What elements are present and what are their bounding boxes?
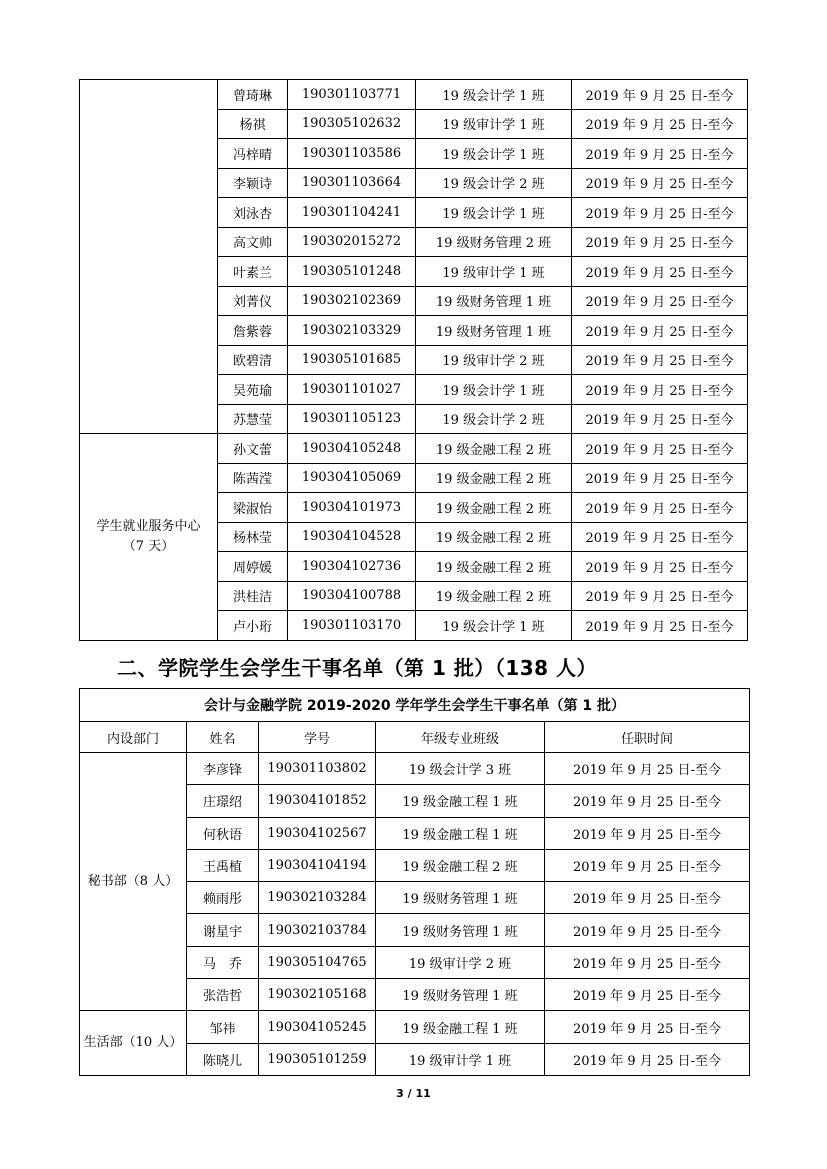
section-heading: 二、学院学生会学生干事名单（第 1 批）（138 人） [117, 656, 598, 680]
term-cell: 2019 年 9 月 25 日-至今 [545, 979, 750, 1011]
student-id-cell: 190305101685 [288, 345, 416, 375]
class-cell: 19 级财务管理 1 班 [416, 316, 572, 346]
name-cell: 庄璟绍 [187, 785, 259, 817]
term-cell: 2019 年 9 月 25 日-至今 [572, 109, 748, 139]
student-id-cell: 190302102369 [288, 286, 416, 316]
table-row [80, 434, 748, 464]
name-cell: 李颖诗 [218, 168, 288, 198]
dept-cell [80, 80, 218, 434]
class-cell: 19 级会计学 1 班 [416, 375, 572, 405]
name-cell: 杨祺 [218, 109, 288, 139]
name-cell: 欧碧清 [218, 345, 288, 375]
page-number: 3 / 11 [396, 1087, 431, 1100]
table-header-row [80, 722, 750, 753]
term-cell: 2019 年 9 月 25 日-至今 [545, 914, 750, 946]
term-cell: 2019 年 9 月 25 日-至今 [545, 946, 750, 978]
student-id-cell: 190301103586 [288, 139, 416, 169]
term-cell: 2019 年 9 月 25 日-至今 [572, 375, 748, 405]
name-cell: 何秋语 [187, 817, 259, 849]
class-cell: 19 级财务管理 1 班 [376, 979, 545, 1011]
student-id-cell: 190305101248 [288, 257, 416, 287]
class-cell: 19 级金融工程 1 班 [376, 1011, 545, 1043]
student-id-cell: 190304101852 [259, 785, 376, 817]
class-cell: 19 级金融工程 1 班 [376, 785, 545, 817]
student-id-cell: 190301104241 [288, 198, 416, 228]
student-id-cell: 190301103771 [288, 80, 416, 110]
student-id-cell: 190301105123 [288, 404, 416, 434]
name-cell: 苏慧莹 [218, 404, 288, 434]
class-cell: 19 级会计学 3 班 [376, 753, 545, 785]
class-cell: 19 级会计学 2 班 [416, 404, 572, 434]
term-cell: 2019 年 9 月 25 日-至今 [545, 785, 750, 817]
class-cell: 19 级财务管理 1 班 [416, 286, 572, 316]
name-cell: 邹祎 [187, 1011, 259, 1043]
term-cell: 2019 年 9 月 25 日-至今 [572, 139, 748, 169]
student-id-cell: 190304104528 [288, 522, 416, 552]
name-cell: 张浩哲 [187, 979, 259, 1011]
header-class: 年级专业班级 [376, 722, 545, 753]
header-dept: 内设部门 [80, 722, 187, 753]
name-cell: 王禹植 [187, 849, 259, 881]
student-id-cell: 190302103284 [259, 882, 376, 914]
name-cell: 卢小珩 [218, 611, 288, 641]
student-id-cell: 190304102567 [259, 817, 376, 849]
term-cell: 2019 年 9 月 25 日-至今 [572, 611, 748, 641]
table-row [80, 753, 750, 785]
term-cell: 2019 年 9 月 25 日-至今 [572, 493, 748, 523]
name-cell: 洪桂洁 [218, 581, 288, 611]
term-cell: 2019 年 9 月 25 日-至今 [572, 463, 748, 493]
class-cell: 19 级金融工程 2 班 [416, 493, 572, 523]
student-id-cell: 190304104194 [259, 849, 376, 881]
table-title-row [80, 689, 750, 722]
roster-table-officers [79, 688, 750, 1076]
term-cell: 2019 年 9 月 25 日-至今 [572, 80, 748, 110]
header-term: 任职时间 [545, 722, 750, 753]
term-cell: 2019 年 9 月 25 日-至今 [572, 404, 748, 434]
name-cell: 叶素兰 [218, 257, 288, 287]
student-id-cell: 190304105069 [288, 463, 416, 493]
student-id-cell: 190304105245 [259, 1011, 376, 1043]
class-cell: 19 级审计学 1 班 [416, 109, 572, 139]
class-cell: 19 级财务管理 1 班 [376, 914, 545, 946]
class-cell: 19 级审计学 1 班 [416, 257, 572, 287]
student-id-cell: 190304105248 [288, 434, 416, 464]
class-cell: 19 级金融工程 2 班 [416, 552, 572, 582]
name-cell: 詹紫蓉 [218, 316, 288, 346]
student-id-cell: 190301103170 [288, 611, 416, 641]
name-cell: 陈茜滢 [218, 463, 288, 493]
term-cell: 2019 年 9 月 25 日-至今 [545, 753, 750, 785]
name-cell: 刘泳杏 [218, 198, 288, 228]
student-id-cell: 190305104765 [259, 946, 376, 978]
term-cell: 2019 年 9 月 25 日-至今 [572, 581, 748, 611]
student-id-cell: 190305102632 [288, 109, 416, 139]
class-cell: 19 级财务管理 2 班 [416, 227, 572, 257]
name-cell: 曾琦琳 [218, 80, 288, 110]
name-cell: 谢星宇 [187, 914, 259, 946]
student-id-cell: 190302103784 [259, 914, 376, 946]
term-cell: 2019 年 9 月 25 日-至今 [572, 345, 748, 375]
term-cell: 2019 年 9 月 25 日-至今 [572, 227, 748, 257]
dept-cell: 生活部（10 人） [80, 1011, 187, 1076]
name-cell: 李彦锋 [187, 753, 259, 785]
class-cell: 19 级金融工程 2 班 [416, 434, 572, 464]
class-cell: 19 级会计学 1 班 [416, 198, 572, 228]
student-id-cell: 190301103802 [259, 753, 376, 785]
term-cell: 2019 年 9 月 25 日-至今 [572, 168, 748, 198]
class-cell: 19 级会计学 1 班 [416, 80, 572, 110]
student-id-cell: 190305101259 [259, 1043, 376, 1075]
name-cell: 周婷媛 [218, 552, 288, 582]
table-row [80, 80, 748, 110]
class-cell: 19 级金融工程 2 班 [416, 522, 572, 552]
student-id-cell: 190301103664 [288, 168, 416, 198]
term-cell: 2019 年 9 月 25 日-至今 [572, 552, 748, 582]
term-cell: 2019 年 9 月 25 日-至今 [572, 286, 748, 316]
term-cell: 2019 年 9 月 25 日-至今 [572, 198, 748, 228]
term-cell: 2019 年 9 月 25 日-至今 [572, 316, 748, 346]
student-id-cell: 190304101973 [288, 493, 416, 523]
class-cell: 19 级会计学 1 班 [416, 139, 572, 169]
name-cell: 赖雨彤 [187, 882, 259, 914]
roster-table-continued [79, 79, 748, 641]
student-id-cell: 190302103329 [288, 316, 416, 346]
name-cell: 杨林莹 [218, 522, 288, 552]
class-cell: 19 级金融工程 2 班 [416, 463, 572, 493]
term-cell: 2019 年 9 月 25 日-至今 [545, 882, 750, 914]
class-cell: 19 级会计学 2 班 [416, 168, 572, 198]
term-cell: 2019 年 9 月 25 日-至今 [572, 434, 748, 464]
term-cell: 2019 年 9 月 25 日-至今 [572, 522, 748, 552]
class-cell: 19 级金融工程 2 班 [376, 849, 545, 881]
name-cell: 孙文蕾 [218, 434, 288, 464]
name-cell: 刘菁仪 [218, 286, 288, 316]
class-cell: 19 级金融工程 2 班 [416, 581, 572, 611]
student-id-cell: 190301101027 [288, 375, 416, 405]
name-cell: 冯梓晴 [218, 139, 288, 169]
class-cell: 19 级会计学 1 班 [416, 611, 572, 641]
term-cell: 2019 年 9 月 25 日-至今 [545, 1043, 750, 1075]
dept-cell: 秘书部（8 人） [80, 753, 187, 1011]
table-row [80, 1011, 750, 1043]
student-id-cell: 190304102736 [288, 552, 416, 582]
name-cell: 陈晓儿 [187, 1043, 259, 1075]
name-cell: 梁淑怡 [218, 493, 288, 523]
class-cell: 19 级审计学 1 班 [376, 1043, 545, 1075]
name-cell: 吴苑瑜 [218, 375, 288, 405]
student-id-cell: 190302105168 [259, 979, 376, 1011]
header-name: 姓名 [187, 722, 259, 753]
student-id-cell: 190302015272 [288, 227, 416, 257]
class-cell: 19 级财务管理 1 班 [376, 882, 545, 914]
table-title: 会计与金融学院 2019-2020 学年学生会学生干事名单（第 1 批） [80, 689, 750, 722]
class-cell: 19 级审计学 2 班 [376, 946, 545, 978]
name-cell: 马 乔 [187, 946, 259, 978]
class-cell: 19 级金融工程 1 班 [376, 817, 545, 849]
dept-cell: 学生就业服务中心 （7 天） [80, 434, 218, 641]
term-cell: 2019 年 9 月 25 日-至今 [545, 1011, 750, 1043]
student-id-cell: 190304100788 [288, 581, 416, 611]
term-cell: 2019 年 9 月 25 日-至今 [545, 849, 750, 881]
term-cell: 2019 年 9 月 25 日-至今 [545, 817, 750, 849]
class-cell: 19 级审计学 2 班 [416, 345, 572, 375]
term-cell: 2019 年 9 月 25 日-至今 [572, 257, 748, 287]
header-student-id: 学号 [259, 722, 376, 753]
name-cell: 高文帅 [218, 227, 288, 257]
